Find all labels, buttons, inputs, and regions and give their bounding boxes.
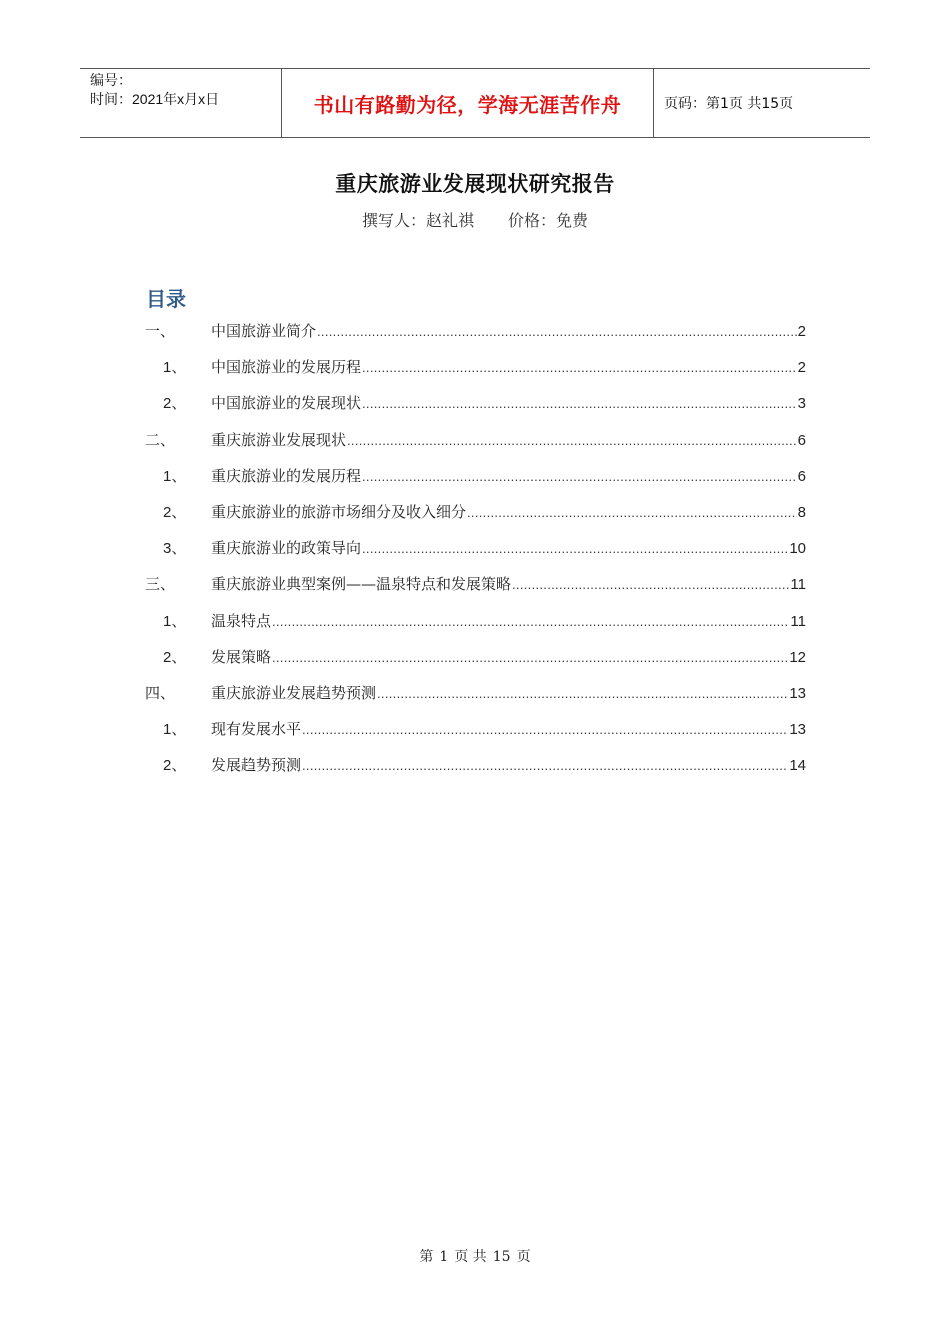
toc-entry[interactable] bbox=[145, 429, 806, 465]
toc-entry-number: 三、 bbox=[145, 575, 176, 594]
toc-entry-page: 13 bbox=[789, 721, 806, 739]
toc-leader-dots bbox=[302, 722, 788, 737]
toc-entry[interactable] bbox=[145, 356, 806, 392]
footer-suffix: 页 bbox=[516, 1249, 531, 1265]
toc-entry-page: 13 bbox=[789, 684, 806, 702]
toc-entry[interactable] bbox=[145, 754, 806, 790]
toc-entry-label: 发展趋势预测 bbox=[211, 756, 302, 775]
toc-leader-dots bbox=[362, 396, 797, 411]
toc-entry-page: 6 bbox=[797, 431, 806, 449]
toc-entry-number: 二、 bbox=[145, 430, 176, 449]
serial-label: 编号： bbox=[90, 72, 132, 88]
toc-leader-dots bbox=[362, 360, 797, 375]
toc-entry-label: 中国旅游业的发展历程 bbox=[211, 358, 362, 377]
toc-entry-number: 2、 bbox=[163, 757, 187, 775]
time-label: 时间：2021年x月x日 bbox=[90, 91, 220, 107]
toc-entry-page: 12 bbox=[789, 648, 806, 666]
toc-entry[interactable] bbox=[145, 501, 806, 537]
toc-leader-dots bbox=[467, 505, 797, 520]
toc-entry-number: 1、 bbox=[163, 612, 187, 630]
toc-entry-page: 8 bbox=[797, 503, 806, 521]
page-footer bbox=[0, 1246, 950, 1266]
byline bbox=[0, 208, 950, 231]
toc-entry[interactable] bbox=[145, 537, 806, 573]
toc-leader-dots bbox=[362, 469, 797, 484]
toc-entry-label: 重庆旅游业的旅游市场细分及收入细分 bbox=[211, 502, 467, 521]
toc-heading: 目录 bbox=[146, 287, 186, 311]
toc-entry[interactable] bbox=[145, 573, 806, 609]
toc-entry-page: 11 bbox=[790, 576, 806, 594]
toc-entry[interactable] bbox=[145, 718, 806, 754]
toc-entry-page: 11 bbox=[790, 612, 806, 630]
toc-entry-label: 重庆旅游业的政策导向 bbox=[211, 539, 362, 558]
header-motto-cell bbox=[281, 69, 654, 137]
toc-entry-number: 2、 bbox=[163, 648, 187, 666]
toc-entry-page: 2 bbox=[797, 359, 806, 377]
toc-leader-dots bbox=[362, 541, 788, 556]
header-meta bbox=[80, 69, 281, 137]
toc-entry-number: 2、 bbox=[163, 503, 187, 521]
toc-entry-number: 2、 bbox=[163, 395, 187, 413]
toc-leader-dots bbox=[272, 650, 788, 665]
toc-entry-number: 1、 bbox=[163, 467, 187, 485]
author: 撰写人：赵礼祺 bbox=[361, 211, 474, 230]
footer-current-page: 1 bbox=[439, 1249, 449, 1265]
toc-entry-number: 1、 bbox=[163, 359, 187, 377]
header-page-cell bbox=[654, 69, 870, 137]
toc-entry-number: 3、 bbox=[163, 540, 187, 558]
toc-entry[interactable] bbox=[145, 610, 806, 646]
toc-entry[interactable] bbox=[145, 682, 806, 718]
motto: 书山有路勤为径，学海无涯苦作舟 bbox=[313, 92, 622, 117]
toc-entry-label: 温泉特点 bbox=[211, 611, 272, 630]
toc-leader-dots bbox=[347, 433, 797, 448]
price: 价格：免费 bbox=[508, 211, 589, 230]
footer-total-pages: 15 bbox=[492, 1249, 511, 1265]
toc-leader-dots bbox=[377, 686, 788, 701]
toc-entry-page: 14 bbox=[789, 757, 806, 775]
toc-leader-dots bbox=[302, 758, 788, 773]
toc-entry-label: 重庆旅游业发展趋势预测 bbox=[211, 683, 377, 702]
toc-entry[interactable] bbox=[145, 320, 806, 356]
toc-leader-dots bbox=[317, 324, 797, 339]
toc-leader-dots bbox=[272, 614, 789, 629]
toc-entry[interactable] bbox=[145, 646, 806, 682]
toc-entry-page: 2 bbox=[797, 323, 806, 340]
toc-entry-label: 重庆旅游业发展现状 bbox=[211, 430, 347, 449]
header-table bbox=[80, 68, 870, 138]
toc-entry-number: 一、 bbox=[145, 322, 176, 340]
toc-entry-number: 1、 bbox=[163, 721, 187, 739]
footer-prefix: 第 bbox=[419, 1249, 434, 1265]
toc-entry-label: 中国旅游业简介 bbox=[211, 322, 317, 340]
toc-entry-label: 中国旅游业的发展现状 bbox=[211, 394, 362, 413]
toc-entry-label: 重庆旅游业的发展历程 bbox=[211, 466, 362, 485]
toc-entry-page: 10 bbox=[789, 540, 806, 558]
toc-entry-page: 3 bbox=[797, 395, 806, 413]
toc-leader-dots bbox=[512, 577, 789, 592]
toc-entry-page: 6 bbox=[797, 467, 806, 485]
toc-entry-label: 重庆旅游业典型案例——温泉特点和发展策略 bbox=[211, 575, 512, 594]
toc-entry[interactable] bbox=[145, 465, 806, 501]
toc-entry-label: 发展策略 bbox=[211, 647, 272, 666]
toc-entry[interactable] bbox=[145, 392, 806, 428]
toc-entry-label: 现有发展水平 bbox=[211, 720, 302, 739]
document-title: 重庆旅游业发展现状研究报告 bbox=[335, 171, 615, 196]
page-label: 页码：第1页 共15页 bbox=[664, 96, 794, 112]
footer-mid: 页 共 bbox=[454, 1249, 487, 1265]
table-of-contents bbox=[145, 320, 806, 790]
toc-entry-number: 四、 bbox=[145, 683, 176, 702]
